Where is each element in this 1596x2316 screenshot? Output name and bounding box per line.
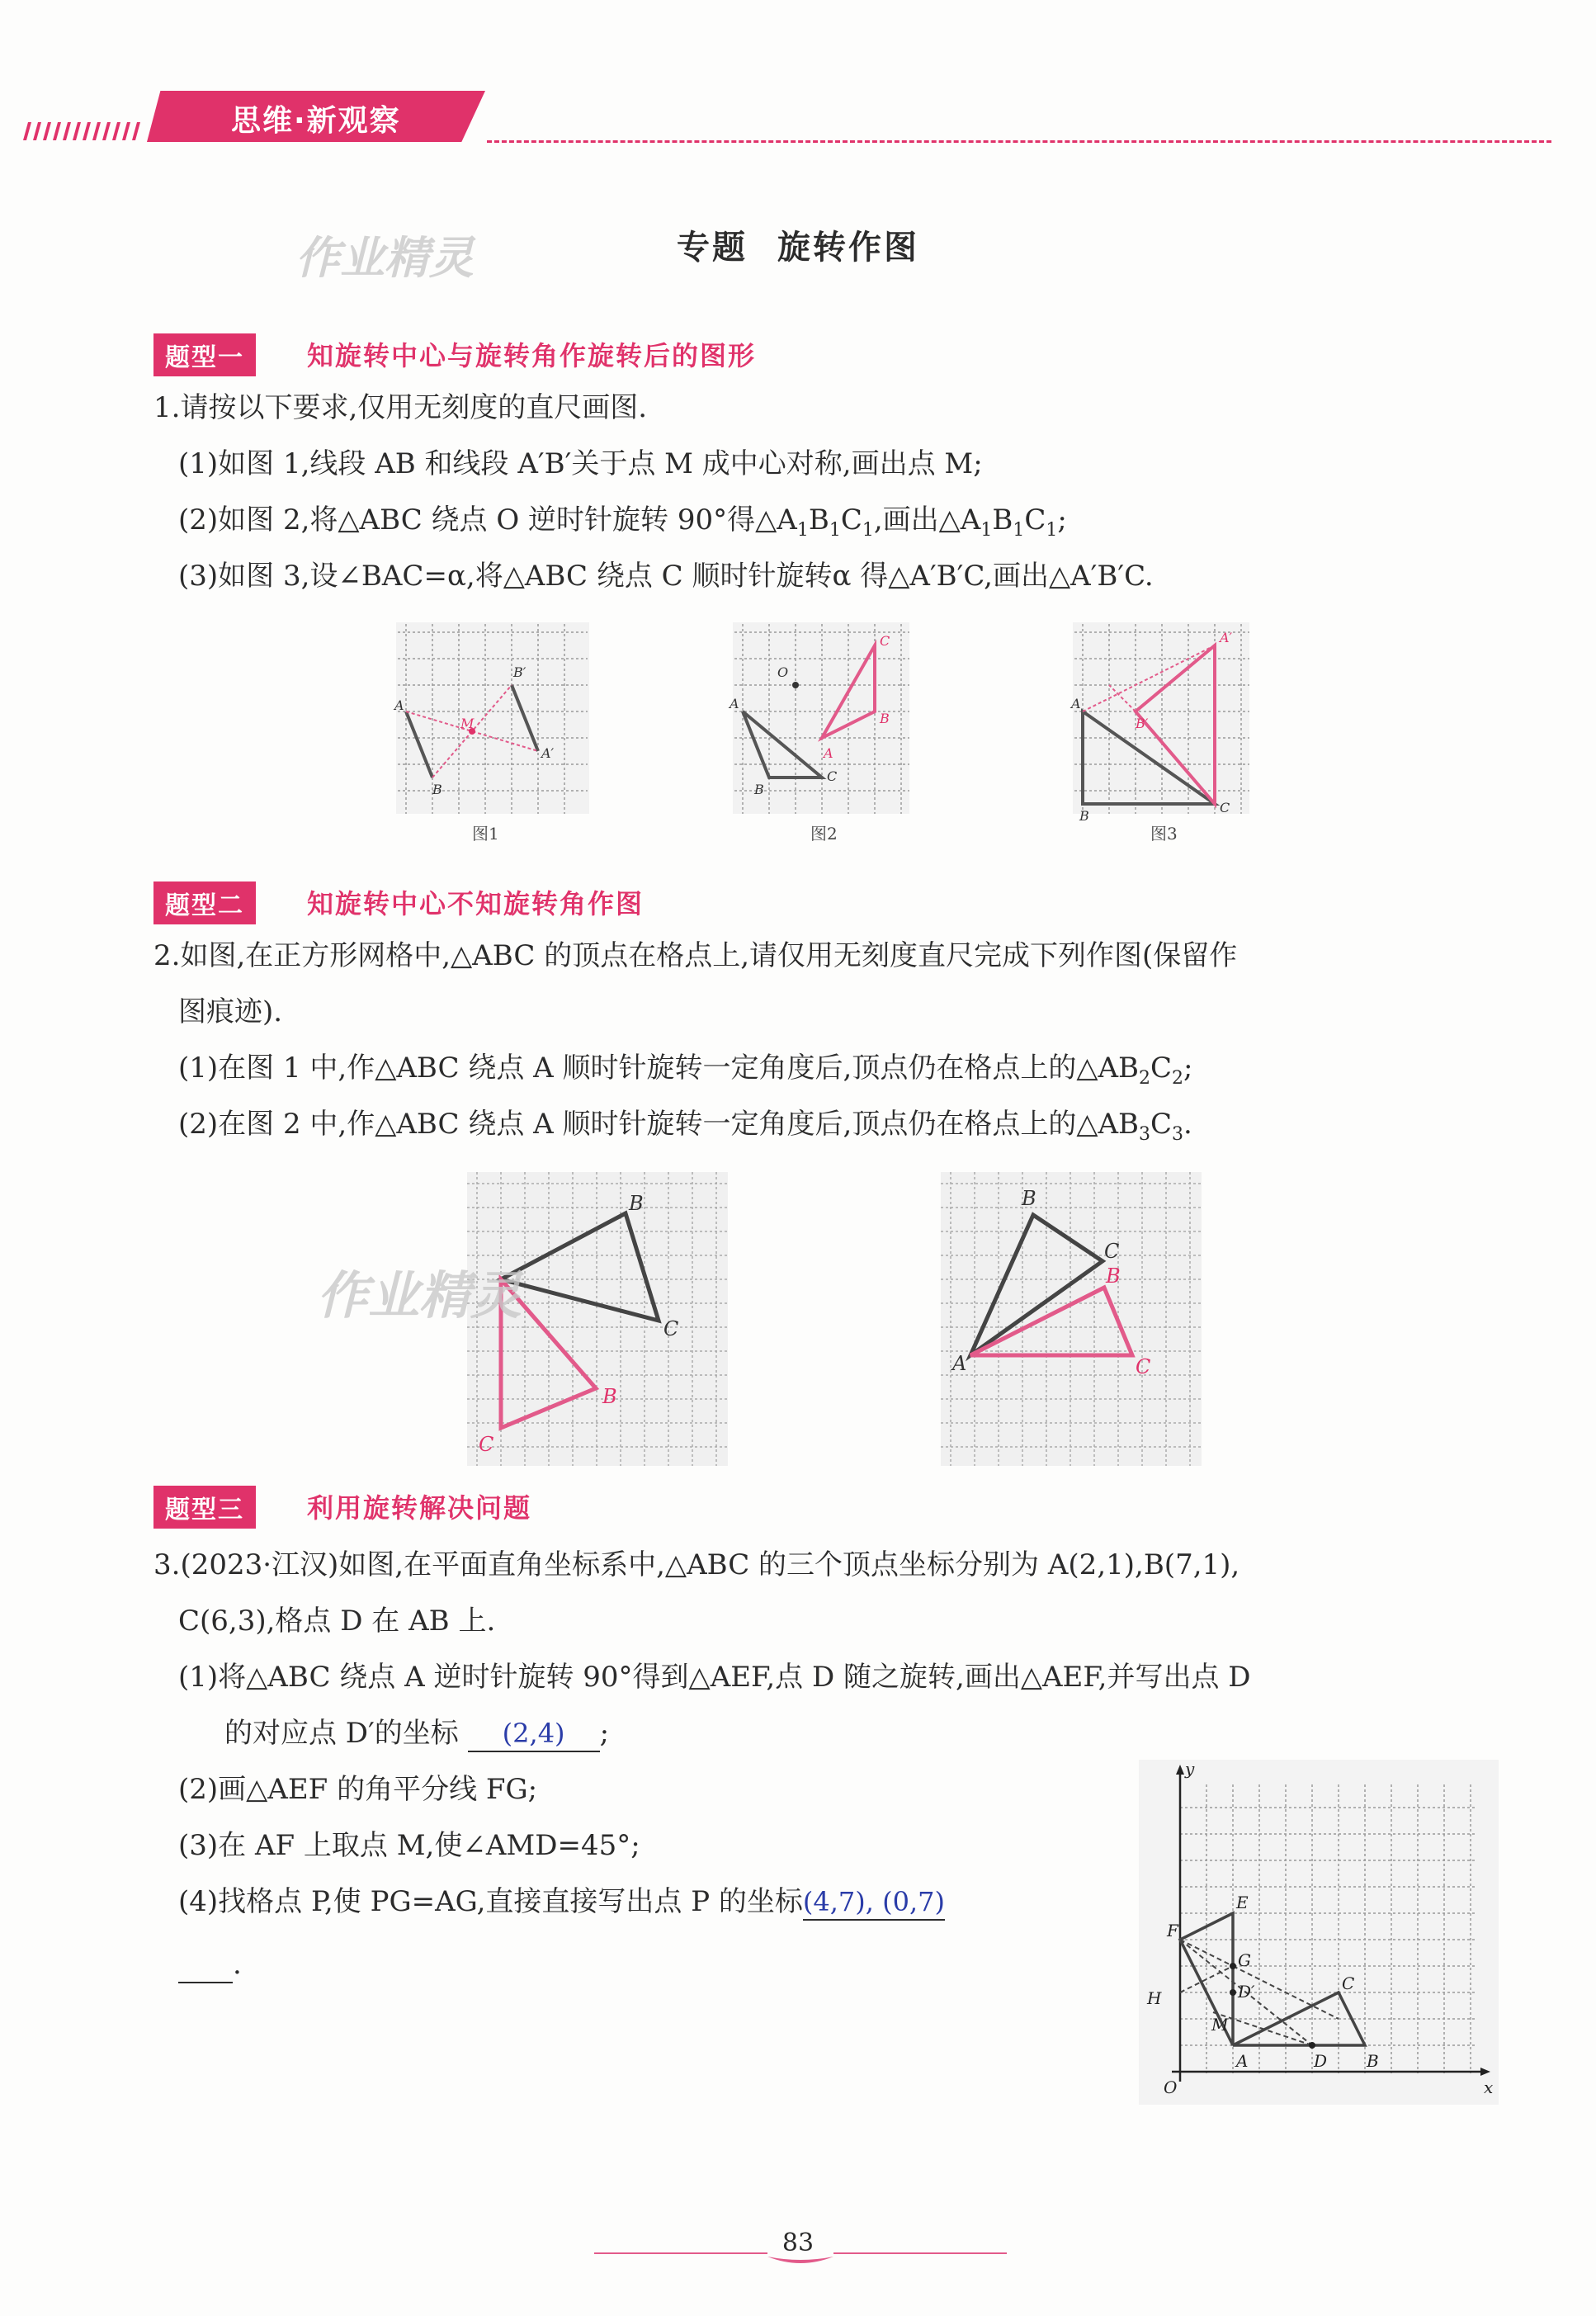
svg-text:B: B [602,1385,617,1408]
watermark: 作业精灵 [295,232,474,284]
answer-4: (4,7), (0,7) [802,1886,945,1917]
svg-text:O: O [1164,2077,1178,2097]
svg-text:B′: B′ [513,664,526,680]
svg-text:C: C [479,1433,494,1456]
svg-text:G: G [1238,1950,1251,1970]
section3-tag: 题型三 [153,1486,256,1529]
svg-text:B: B [432,782,442,797]
caption-fig2: 图2 [810,824,838,844]
svg-text:x: x [1484,2077,1494,2097]
svg-text:D′: D′ [1238,1982,1255,2002]
q2-part1: (1)在图 1 中,作△ABC 绕点 A 顺时针旋转一定角度后,顶点仍在格点上的$\triangle AB_2C_2$; [178,1052,1193,1089]
q2-part2: (2)在图 2 中,作△ABC 绕点 A 顺时针旋转一定角度后,顶点仍在格点上的$\triangle AB_3C_3$. [178,1108,1192,1145]
figure-1-3 [1066,616,1256,824]
svg-text:M: M [460,716,475,731]
svg-text:B: B [1079,808,1089,824]
svg-text:A′: A′ [1220,630,1233,645]
page-title [0,221,1596,268]
page-number: 83 [781,2229,815,2257]
svg-text:B: B [1022,1187,1036,1210]
answer-1: (2,4) [502,1718,565,1749]
svg-text:C: C [1136,1355,1151,1378]
header-stripes [23,122,147,140]
caption-fig1: 图1 [472,824,499,844]
q2-stem-line2: 图痕迹). [178,995,283,1028]
figure-1-1 [390,616,596,814]
figure-2-2 [941,1172,1202,1466]
q1-part3: (3)如图 3,设∠BAC=α,将△ABC 绕点 C 顺时针旋转α 得△A′B′C,画出△A′B′C. [178,560,1154,593]
svg-text:A: A [1071,696,1081,711]
section2-title: 知旋转中心不知旋转角作图 [307,888,645,919]
q3-part1-line1: (1)将△ABC 绕点 A 逆时针旋转 90°得到△AEF,点 D 随之旋转,画出△AEF,并写出点 D [178,1661,1251,1694]
figure-3-coordinate [1139,1760,1499,2105]
svg-text:H: H [1147,1988,1162,2008]
section2-tag: 题型二 [153,881,256,924]
title-part2: 旋转作图 [777,228,919,267]
q3-part2: (2)画△AEF 的角平分线 FG; [178,1773,538,1806]
section3-title: 利用旋转解决问题 [307,1492,532,1524]
header-rule [487,140,1551,143]
svg-text:y: y [1185,1759,1195,1779]
svg-text:C: C [880,633,890,649]
svg-text:M: M [1211,2015,1229,2035]
svg-text:C: C [1342,1973,1355,1993]
svg-text:B: B [754,782,764,797]
q1-part2: (2)如图 2,将△ABC 绕点 O 逆时针旋转 90°得$\triangle A_1B_1C_1$,画出$\triangle A_1B_1C_1$; [178,503,1067,541]
section1-tag: 题型一 [153,333,256,376]
q1-stem: 1.请按以下要求,仅用无刻度的直尺画图. [153,391,648,424]
q1-part1: (1)如图 1,线段 AB 和线段 A′B′关于点 M 成中心对称,画出点 M; [178,447,983,480]
svg-text:C: C [1104,1240,1120,1263]
svg-text:B: B [629,1192,644,1215]
svg-text:E: E [1236,1893,1249,1912]
svg-text:A: A [1236,2051,1249,2071]
q3-part3: (3)在 AF 上取点 M,使∠AMD=45°; [178,1829,640,1862]
svg-text:A: A [730,696,739,711]
q3-part1-line2: 的对应点 D′的坐标 (2,4) ; [224,1717,609,1752]
svg-text:B: B [1106,1264,1121,1288]
svg-text:A: A [394,697,404,713]
svg-text:A′: A′ [541,745,555,761]
svg-text:C: C [1220,800,1230,815]
svg-text:C: C [663,1317,679,1340]
watermark-2: 作业精灵 [317,1265,522,1326]
q3-stem-line1: 3.(2023·江汉)如图,在平面直角坐标系中,△ABC 的三个顶点坐标分别为 A(2,1),B(7,1), [153,1548,1240,1581]
q3-part4-end: . [178,1948,242,1983]
svg-text:O: O [777,664,789,680]
svg-text:B: B [880,711,890,726]
svg-text:B: B [1367,2051,1379,2071]
svg-text:A: A [952,1352,967,1375]
svg-text:A: A [824,745,833,761]
figure-1-2 [726,616,916,814]
section1-title: 知旋转中心与旋转角作旋转后的图形 [307,340,757,371]
svg-text:D: D [1314,2051,1328,2071]
q3-part4: (4)找格点 P,使 PG=AG,直接直接写出点 P 的坐标(4,7), (0,7) [178,1885,945,1921]
svg-text:F: F [1167,1921,1178,1940]
header-label: 思维·新观察 [231,104,401,138]
title-part1: 专题 [677,228,748,267]
svg-text:C: C [827,768,838,784]
q3-stem-line2: C(6,3),格点 D 在 AB 上. [178,1605,496,1638]
q2-stem-line1: 2.如图,在正方形网格中,△ABC 的顶点在格点上,请仅用无刻度直尺完成下列作图(保留作 [153,939,1238,972]
svg-text:B′: B′ [1136,716,1149,731]
caption-fig3: 图3 [1150,824,1178,844]
